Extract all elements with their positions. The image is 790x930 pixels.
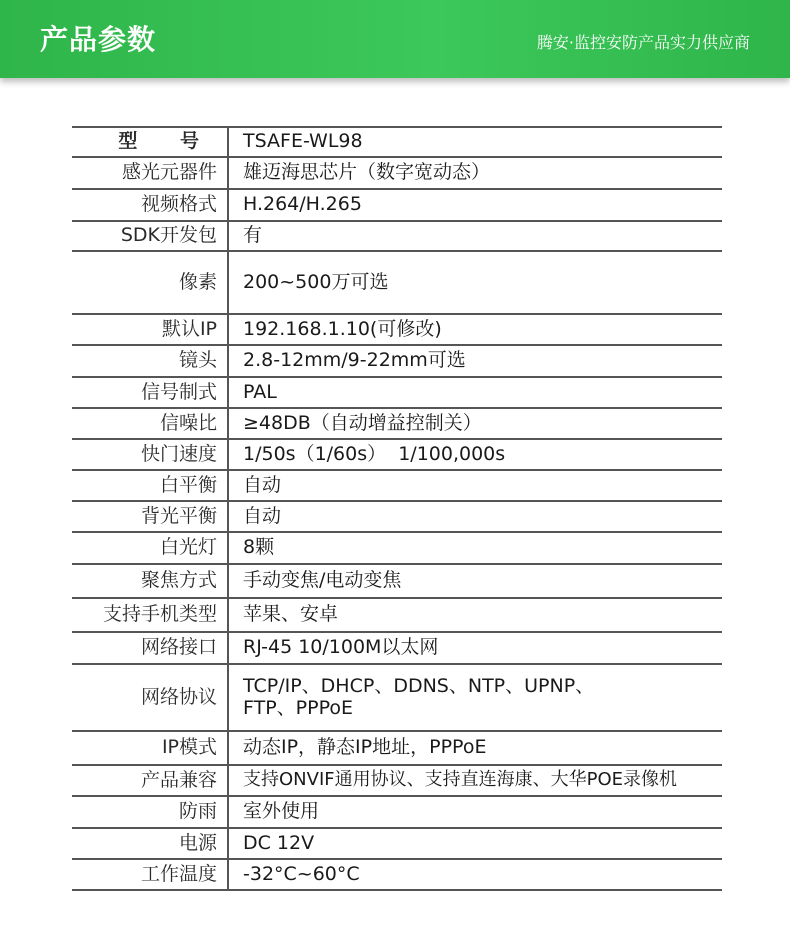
spec-value: ≥48DB（自动增益控制关） — [243, 411, 482, 434]
spec-label: 像素 — [72, 251, 228, 314]
company-slogan: 腾安·监控安防产品实力供应商 — [536, 33, 750, 52]
spec-label: IP模式 — [72, 731, 228, 765]
spec-value: 192.168.1.10(可修改) — [243, 317, 442, 340]
table-row — [72, 765, 722, 796]
spec-label: 背光平衡 — [72, 501, 228, 532]
spec-label: 电源 — [72, 828, 228, 859]
spec-label: 视频格式 — [72, 189, 228, 221]
table-row — [72, 731, 722, 765]
spec-value: 室外使用 — [243, 800, 320, 823]
table-row — [72, 470, 722, 501]
spec-label: 信号制式 — [72, 377, 228, 408]
spec-value: 苹果、安卓 — [243, 603, 339, 626]
table-row — [72, 189, 722, 221]
header-banner — [0, 0, 790, 78]
table-row — [72, 564, 722, 598]
spec-label: 聚焦方式 — [72, 564, 228, 598]
table-row — [72, 439, 722, 470]
table-row — [72, 314, 722, 345]
spec-label: 镜头 — [72, 345, 228, 377]
table-row — [72, 251, 722, 314]
spec-label: 默认IP — [72, 314, 228, 345]
spec-value: PAL — [243, 380, 277, 403]
spec-value: DC 12V — [243, 831, 315, 854]
spec-label: 快门速度 — [72, 439, 228, 470]
table-row — [72, 796, 722, 828]
table-row — [72, 828, 722, 859]
table-row — [72, 598, 722, 632]
spec-value: 200~500万可选 — [243, 270, 389, 293]
page-title: 产品参数 — [40, 23, 157, 56]
spec-label: 网络接口 — [72, 632, 228, 664]
table-row — [72, 345, 722, 377]
spec-table — [72, 126, 722, 891]
spec-value: TSAFE-WL98 — [243, 130, 363, 153]
spec-label: 信噪比 — [72, 408, 228, 439]
spec-value: 自动 — [243, 473, 282, 496]
table-row — [72, 408, 722, 439]
table-row — [72, 127, 722, 157]
table-row — [72, 532, 722, 564]
table-row — [72, 632, 722, 664]
spec-value: 8颗 — [243, 536, 275, 559]
spec-label: 产品兼容 — [72, 765, 228, 796]
spec-value: -32°C~60°C — [243, 862, 360, 885]
spec-value: 手动变焦/电动变焦 — [243, 569, 402, 592]
table-row — [72, 664, 722, 731]
spec-label: 支持手机类型 — [72, 598, 228, 632]
table-row — [72, 377, 722, 408]
spec-label: 工作温度 — [72, 859, 228, 890]
spec-value-line: TCP/IP、DHCP、DDNS、NTP、UPNP、 — [243, 674, 595, 697]
spec-value: 雄迈海思芯片（数字宽动态） — [243, 161, 491, 184]
spec-value — [228, 664, 722, 731]
spec-label: 防雨 — [72, 796, 228, 828]
spec-value: H.264/H.265 — [243, 193, 362, 216]
spec-label: SDK开发包 — [72, 221, 228, 251]
spec-value: 1/50s（1/60s） 1/100,000s — [243, 442, 506, 465]
spec-label: 型 号 — [72, 127, 228, 157]
table-row — [72, 859, 722, 890]
spec-value: RJ-45 10/100M以太网 — [243, 636, 439, 659]
spec-value: 有 — [243, 224, 263, 247]
table-row — [72, 157, 722, 189]
spec-label: 白光灯 — [72, 532, 228, 564]
spec-value: 支持ONVIF通用协议、支持直连海康、大华POE录像机 — [243, 769, 678, 791]
spec-value: 自动 — [243, 504, 282, 527]
spec-label: 网络协议 — [72, 664, 228, 731]
table-row — [72, 221, 722, 251]
spec-value-line: FTP、PPPoE — [243, 696, 353, 719]
spec-value: 2.8-12mm/9-22mm可选 — [243, 349, 466, 372]
spec-label: 感光元器件 — [72, 157, 228, 189]
table-row — [72, 501, 722, 532]
spec-label: 白平衡 — [72, 470, 228, 501]
spec-value: 动态IP，静态IP地址，PPPoE — [243, 736, 487, 759]
